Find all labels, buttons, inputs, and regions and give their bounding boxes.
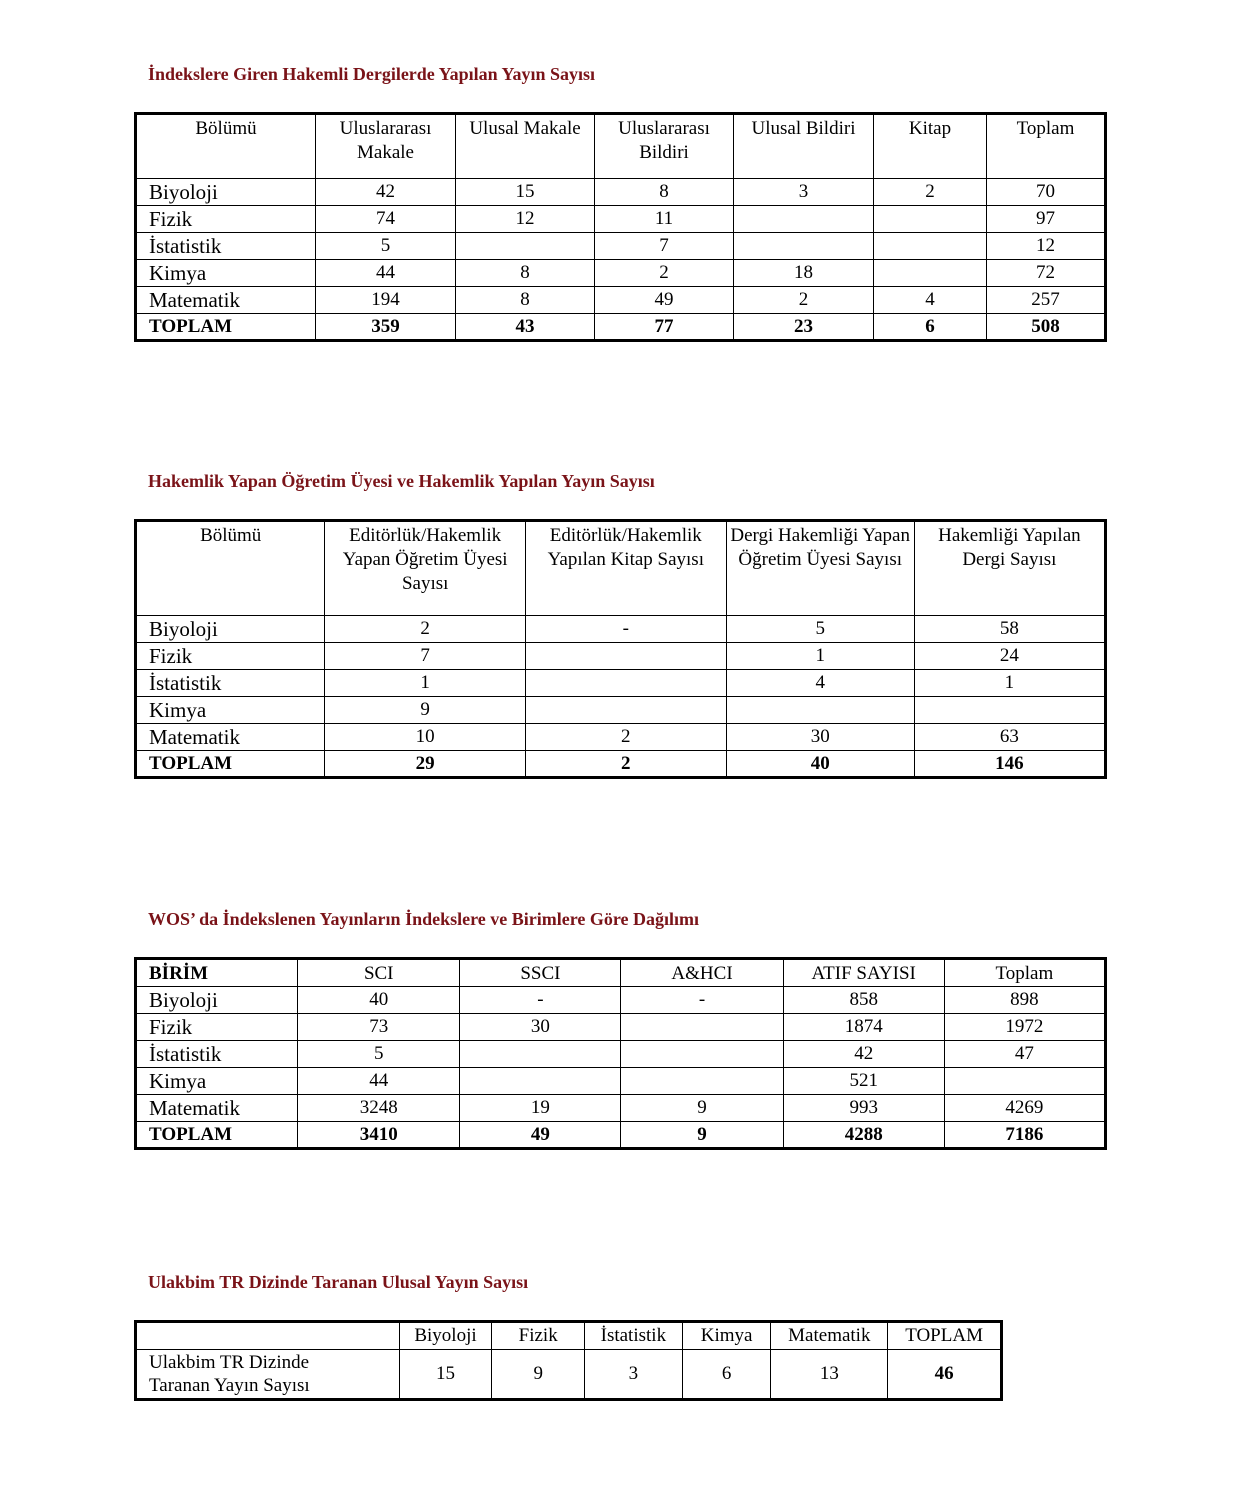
table-row [136,233,1106,260]
table-cell: 15 [456,179,595,206]
total-cell: 359 [316,314,456,341]
table-cell: 858 [783,987,944,1014]
table-cell [874,260,987,287]
table-cell: 10 [325,724,526,751]
table-cell [621,1014,783,1041]
table-cell: 2 [325,616,526,643]
row-label: İstatistik [136,233,316,260]
table-cell: 3 [734,179,874,206]
table-cell [525,643,726,670]
total-cell: 2 [525,751,726,778]
table-cell [734,206,874,233]
table-row [136,287,1106,314]
table-cell: 3 [584,1350,682,1400]
table-cell: - [525,616,726,643]
total-cell: 29 [325,751,526,778]
section3-title: WOS’ da İndekslenen Yayınların İndekslere ve Birimlere Göre Dağılımı [148,909,700,929]
row-label: İstatistik [136,670,325,697]
total-cell: 6 [874,314,987,341]
table-cell: - [621,987,783,1014]
table-cell: 42 [783,1041,944,1068]
table-cell [874,233,987,260]
table-cell: 63 [914,724,1105,751]
table-cell [734,233,874,260]
table-cell: 8 [595,179,734,206]
header-cell: TOPLAM [888,1322,1002,1350]
header-cell: ATIF SAYISI [783,959,944,987]
total-cell: 9 [621,1122,783,1149]
header-cell: Bölümü [136,114,316,179]
row-label: Matematik [136,287,316,314]
table-row [136,179,1106,206]
row-label [136,1350,400,1400]
table-row [136,1041,1106,1068]
table-header-row [136,1322,1002,1350]
table-cell: 1 [726,643,914,670]
table-cell: 2 [595,260,734,287]
table-cell: 74 [316,206,456,233]
total-cell: 7186 [944,1122,1105,1149]
total-cell: 3410 [298,1122,460,1149]
ulakbim-table [134,1320,1003,1401]
row-label-line: Ulakbim TR Dizinde [149,1352,310,1373]
table-cell: 70 [987,179,1106,206]
table-cell [460,1068,621,1095]
row-label: Fizik [136,643,325,670]
table-cell [456,233,595,260]
table-cell: 58 [914,616,1105,643]
table-row [136,206,1106,233]
header-cell: Kimya [682,1322,771,1350]
table-cell: 30 [726,724,914,751]
header-cell: Bölümü [136,521,325,616]
table-row [136,1068,1106,1095]
wos-table [134,957,1107,1150]
row-label: Fizik [136,1014,298,1041]
table-cell: 73 [298,1014,460,1041]
table-cell: 5 [298,1041,460,1068]
header-cell: Matematik [771,1322,888,1350]
total-cell: 77 [595,314,734,341]
table-cell: 44 [298,1068,460,1095]
header-cell [136,1322,400,1350]
table-cell: 12 [987,233,1106,260]
table-cell: 9 [621,1095,783,1122]
total-cell: 508 [987,314,1106,341]
table-cell: 44 [316,260,456,287]
total-cell: 46 [888,1350,1002,1400]
table-cell: 2 [874,179,987,206]
row-label: Kimya [136,260,316,287]
table-cell: 8 [456,260,595,287]
table-row [136,987,1106,1014]
header-cell: Editörlük/Hakemlik Yapılan Kitap Sayısı [525,521,726,616]
table-cell: 3248 [298,1095,460,1122]
table-cell: 5 [726,616,914,643]
header-cell: Toplam [944,959,1105,987]
total-label: TOPLAM [136,314,316,341]
table-cell: 97 [987,206,1106,233]
section1-title: İndekslere Giren Hakemli Dergilerde Yapılan Yayın Sayısı [148,64,596,84]
table-cell [726,697,914,724]
table-cell: 72 [987,260,1106,287]
total-cell: 40 [726,751,914,778]
table-row [136,724,1106,751]
table-row [136,616,1106,643]
row-label: Matematik [136,724,325,751]
total-cell: 49 [460,1122,621,1149]
header-cell: SSCI [460,959,621,987]
total-label: TOPLAM [136,1122,298,1149]
table-cell: 18 [734,260,874,287]
table-cell: 5 [316,233,456,260]
table-cell: 8 [456,287,595,314]
table-cell: 194 [316,287,456,314]
header-cell: SCI [298,959,460,987]
table-cell: 4 [726,670,914,697]
refereeing-table [134,519,1107,779]
table-cell: 12 [456,206,595,233]
table-cell: 49 [595,287,734,314]
total-row [136,314,1106,341]
table-cell: 2 [734,287,874,314]
table-row [136,1014,1106,1041]
table-row [136,670,1106,697]
table-cell: 257 [987,287,1106,314]
table-cell: 993 [783,1095,944,1122]
table-header-row [136,114,1106,179]
section4-title: Ulakbim TR Dizinde Taranan Ulusal Yayın Sayısı [148,1272,529,1292]
total-row [136,751,1106,778]
table-header-row [136,521,1106,616]
table-cell: 7 [325,643,526,670]
table-cell: 898 [944,987,1105,1014]
total-label: TOPLAM [136,751,325,778]
table-cell [525,670,726,697]
header-cell: Kitap [874,114,987,179]
row-label: Biyoloji [136,987,298,1014]
table-cell: 47 [944,1041,1105,1068]
table-cell: 9 [492,1350,585,1400]
header-cell: Uluslararası Bildiri [595,114,734,179]
table-cell: 2 [525,724,726,751]
table-cell: 11 [595,206,734,233]
header-cell: Ulusal Bildiri [734,114,874,179]
table-cell: 4269 [944,1095,1105,1122]
header-cell: A&HCI [621,959,783,987]
header-cell: Hakemliği Yapılan Dergi Sayısı [914,521,1105,616]
header-cell: Editörlük/Hakemlik Yapan Öğretim Üyesi Sayısı [325,521,526,616]
table-cell: 1 [325,670,526,697]
table-cell: 1 [914,670,1105,697]
table-cell [621,1068,783,1095]
table-cell [874,206,987,233]
table-cell [621,1041,783,1068]
table-cell: 24 [914,643,1105,670]
total-row [136,1122,1106,1149]
table-cell: 9 [325,697,526,724]
header-cell: Uluslararası Makale [316,114,456,179]
table-cell: - [460,987,621,1014]
table-cell [460,1041,621,1068]
table-row [136,260,1106,287]
row-label: Fizik [136,206,316,233]
table-cell: 1972 [944,1014,1105,1041]
total-cell: 23 [734,314,874,341]
header-cell: İstatistik [584,1322,682,1350]
row-label: Matematik [136,1095,298,1122]
table-cell: 13 [771,1350,888,1400]
row-label-line: Taranan Yayın Sayısı [149,1375,310,1396]
row-label: Kimya [136,697,325,724]
row-label: Kimya [136,1068,298,1095]
header-cell: Ulusal Makale [456,114,595,179]
table-row [136,643,1106,670]
total-cell: 43 [456,314,595,341]
table-cell [944,1068,1105,1095]
table-cell: 19 [460,1095,621,1122]
table-cell: 40 [298,987,460,1014]
header-cell: BİRİM [136,959,298,987]
publications-table [134,112,1107,342]
table-row [136,697,1106,724]
table-cell: 1874 [783,1014,944,1041]
table-header-row [136,959,1106,987]
total-cell: 4288 [783,1122,944,1149]
table-cell: 4 [874,287,987,314]
table-cell [914,697,1105,724]
table-cell [525,697,726,724]
table-cell: 7 [595,233,734,260]
header-cell: Fizik [492,1322,585,1350]
table-cell: 15 [399,1350,492,1400]
row-label: İstatistik [136,1041,298,1068]
table-cell: 30 [460,1014,621,1041]
table-row [136,1095,1106,1122]
table-row [136,1350,1002,1400]
section2-title: Hakemlik Yapan Öğretim Üyesi ve Hakemlik Yapılan Yayın Sayısı [148,471,655,491]
header-cell: Dergi Hakemliği Yapan Öğretim Üyesi Sayısı [726,521,914,616]
table-cell: 42 [316,179,456,206]
table-cell: 521 [783,1068,944,1095]
header-cell: Toplam [987,114,1106,179]
row-label: Biyoloji [136,179,316,206]
total-cell: 146 [914,751,1105,778]
row-label: Biyoloji [136,616,325,643]
header-cell: Biyoloji [399,1322,492,1350]
table-cell: 6 [682,1350,771,1400]
